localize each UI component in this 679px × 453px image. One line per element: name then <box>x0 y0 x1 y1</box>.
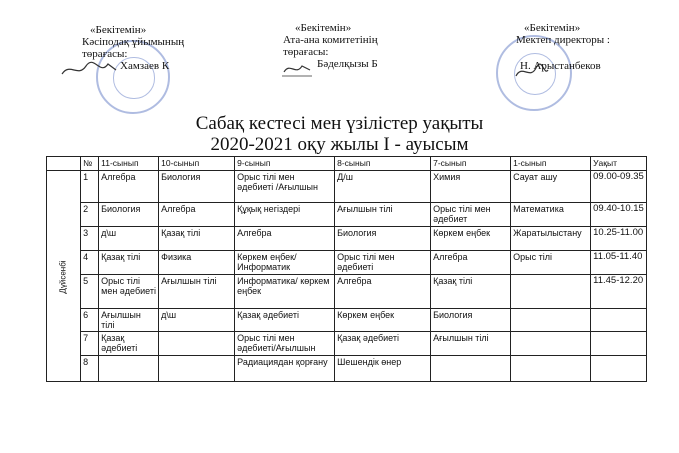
approval-org: Кәсіподақ ұйымының <box>82 36 185 48</box>
table-cell: Биология <box>335 227 431 251</box>
table-cell: 6 <box>81 309 99 332</box>
table-cell: 7 <box>81 332 99 356</box>
column-header: Уақыт <box>591 157 647 171</box>
approval-org-role: төрағасы: <box>283 46 329 58</box>
table-cell: 3 <box>81 227 99 251</box>
table-cell: Радиациядан қорғану <box>235 356 335 382</box>
table-cell: Химия <box>431 171 511 203</box>
table-cell <box>511 356 591 382</box>
day-label: Дүйсенбі <box>58 259 68 294</box>
table-cell: Сауат ашу <box>511 171 591 203</box>
table-cell <box>431 356 511 382</box>
table-cell: Қазақ тілі <box>431 275 511 309</box>
time-cell: 09.00-09.35 <box>591 171 647 203</box>
time-cell <box>591 356 647 382</box>
table-cell: Физика <box>159 251 235 275</box>
approval-name: Н. Арыстанбеков <box>520 60 601 72</box>
time-cell: 11.45-12.20 <box>591 275 647 309</box>
table-cell: Ағылшын тілі <box>431 332 511 356</box>
table-cell: Информатика/ көркем еңбек <box>235 275 335 309</box>
table-cell: Қазақ тілі <box>159 227 235 251</box>
table-cell: Қазақ әдебиеті <box>99 332 159 356</box>
table-cell: Биология <box>99 203 159 227</box>
table-cell: Орыс тілі <box>511 251 591 275</box>
column-header: 1-сынып <box>511 157 591 171</box>
table-cell: Ағылшын тілі <box>159 275 235 309</box>
header-row <box>47 157 647 171</box>
table-cell: Орыс тілі мен әдебиеті/Ағылшын <box>235 332 335 356</box>
column-header: 10-сынып <box>159 157 235 171</box>
approval-label: «Бекітемін» <box>90 24 147 36</box>
table-cell: Алгебра <box>431 251 511 275</box>
table-cell: Көркем еңбек <box>335 309 431 332</box>
table-cell: 1 <box>81 171 99 203</box>
table-cell: Ағылшын тілі <box>335 203 431 227</box>
table-cell: Көркем еңбек <box>431 227 511 251</box>
day-cell <box>47 171 81 382</box>
time-cell: 11.05-11.40 <box>591 251 647 275</box>
table-cell <box>159 356 235 382</box>
approval-label: «Бекітемін» <box>524 22 581 34</box>
table-cell <box>511 275 591 309</box>
approval-parents-committee <box>283 22 378 70</box>
table-cell: Қазақ әдебиеті <box>235 309 335 332</box>
table-cell: Орыс тілі мен әдебиеті /Ағылшын <box>235 171 335 203</box>
approval-trade-union <box>82 24 184 72</box>
table-row <box>47 356 647 382</box>
table-row <box>47 309 647 332</box>
table-cell: Құқық негіздері <box>235 203 335 227</box>
table-row <box>47 227 647 251</box>
table-cell: Қазақ әдебиеті <box>335 332 431 356</box>
table-row <box>47 203 647 227</box>
table-cell: Қазақ тілі <box>99 251 159 275</box>
table-cell: 4 <box>81 251 99 275</box>
time-cell: 09.40-10.15 <box>591 203 647 227</box>
table-cell <box>99 356 159 382</box>
table-row <box>47 275 647 309</box>
column-header: 9-сынып <box>235 157 335 171</box>
column-header: 8-сынып <box>335 157 431 171</box>
approval-school-director <box>516 22 610 72</box>
table-cell: 8 <box>81 356 99 382</box>
approval-org-role: төрағасы: <box>82 48 128 60</box>
table-cell: Алгебра <box>235 227 335 251</box>
table-cell: д\ш <box>159 309 235 332</box>
table-cell: 2 <box>81 203 99 227</box>
page-subtitle: 2020-2021 оқу жылы I - ауысым <box>210 134 469 155</box>
table-cell: Алгебра <box>335 275 431 309</box>
table-cell <box>511 309 591 332</box>
schedule-table <box>46 156 647 382</box>
approval-org: Мектеп директоры : <box>516 34 610 46</box>
table-cell: 5 <box>81 275 99 309</box>
time-cell: 10.25-11.00 <box>591 227 647 251</box>
day-header-corner <box>47 157 81 171</box>
page-title: Сабақ кестесі мен үзілістер уақыты <box>195 113 484 134</box>
table-cell: Жаратылыстану <box>511 227 591 251</box>
column-header: № <box>81 157 99 171</box>
table-cell: Алгебра <box>99 171 159 203</box>
table-cell <box>511 332 591 356</box>
table-cell: Орыс тілі мен әдебиеті <box>335 251 431 275</box>
table-cell <box>159 332 235 356</box>
table-cell: Ағылшын тілі <box>99 309 159 332</box>
column-header: 7-сынып <box>431 157 511 171</box>
table-cell: Көркем еңбек/Информатик <box>235 251 335 275</box>
approval-name: Бәделқызы Б <box>317 58 378 70</box>
table-cell: Орыс тілі мен әдебиеті <box>99 275 159 309</box>
table-cell: д\ш <box>99 227 159 251</box>
table-cell: Д/ш <box>335 171 431 203</box>
table-row <box>47 332 647 356</box>
table-cell: Орыс тілі мен әдебиет <box>431 203 511 227</box>
approval-label: «Бекітемін» <box>295 22 352 34</box>
time-cell <box>591 309 647 332</box>
approval-org: Ата-ана комитетінің <box>283 34 378 46</box>
table-cell: Алгебра <box>159 203 235 227</box>
table-row <box>47 171 647 203</box>
table-cell: Математика <box>511 203 591 227</box>
table-cell: Биология <box>431 309 511 332</box>
table-cell: Биология <box>159 171 235 203</box>
approval-name: Хамзаев К <box>120 60 170 72</box>
column-header: 11-сынып <box>99 157 159 171</box>
table-cell: Шешендік өнер <box>335 356 431 382</box>
time-cell <box>591 332 647 356</box>
table-row <box>47 251 647 275</box>
